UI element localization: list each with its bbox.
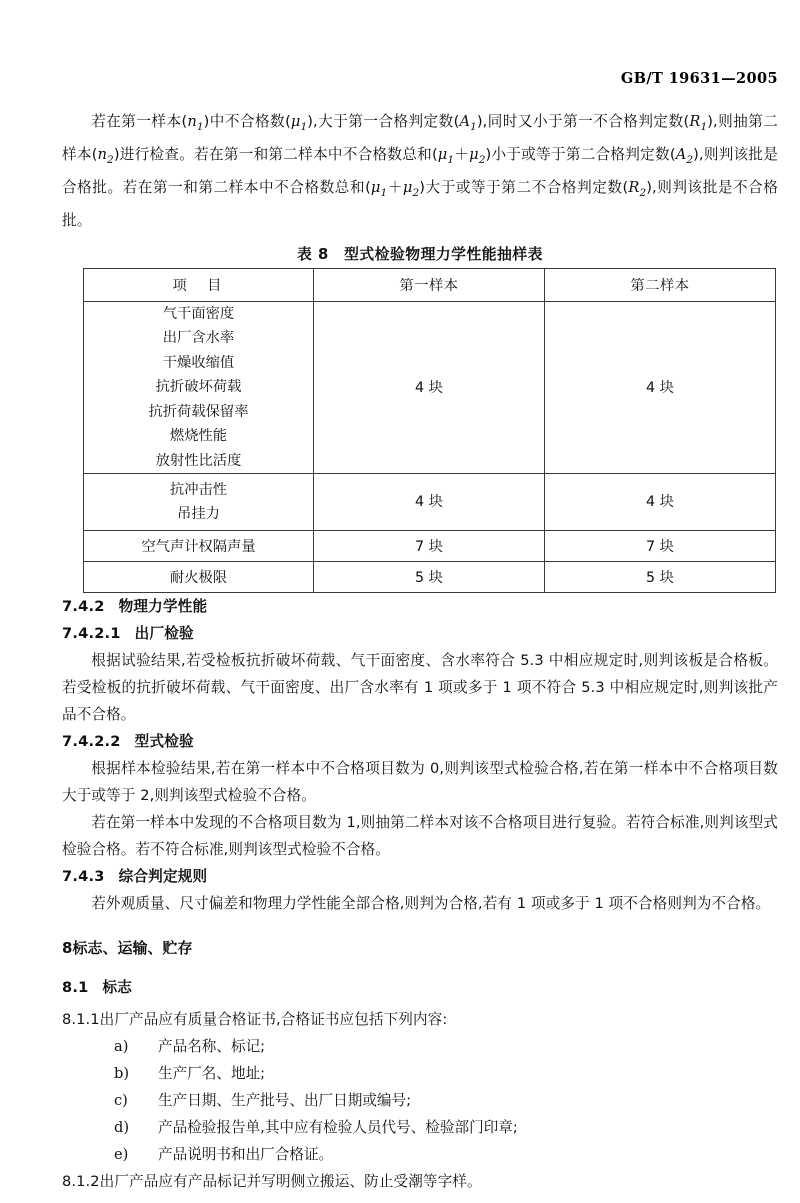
- clause-text: 出厂产品应有产品标记并写明侧立搬运、防止受潮等字样。: [99, 1173, 482, 1191]
- sym-n1: n: [187, 113, 197, 130]
- intro-frag-10: ),则判该批是不合格批。: [62, 178, 779, 229]
- heading-7-4-2-1: [62, 620, 778, 647]
- list-item: [62, 1060, 778, 1087]
- list-text: 生产日期、生产批号、出厂日期或编号;: [158, 1092, 412, 1110]
- sym-A1-sub: 1: [470, 120, 477, 133]
- intro-frag-3: ),大于第一合格判定数(: [307, 113, 460, 130]
- list-marker: e): [114, 1146, 129, 1164]
- table-cell-sample2: 7 块: [545, 531, 776, 562]
- heading-8-1: [62, 974, 778, 1001]
- heading-text: 出厂检验: [134, 625, 194, 643]
- table-header-row: [84, 268, 776, 301]
- running-header: GB/T 19631—2005: [620, 70, 778, 87]
- table-cell-items: [84, 301, 314, 474]
- heading-number: 7.4.3: [62, 868, 105, 886]
- heading-text: 标志、运输、贮存: [72, 939, 193, 958]
- intro-frag-4: ),同时又小于第一不合格判定数(: [476, 113, 690, 130]
- heading-number: 8.1: [62, 979, 89, 997]
- table-row: [84, 531, 776, 562]
- sym-plus-2: ＋: [387, 178, 403, 196]
- sym-mu2: μ: [469, 145, 479, 163]
- item-label: 出厂含水率: [162, 330, 235, 347]
- paragraph-7-4-2-2-b: 若在第一样本中发现的不合格项目数为 1,则抽第二样本对该不合格项目进行复验。若符合标准,则判该型式检验合格。若不符合标准,则判该型式检验不合格。: [62, 814, 778, 859]
- table-caption: 表 8 型式检验物理力学性能抽样表: [297, 245, 543, 263]
- heading-7-4-2-2: [62, 728, 778, 755]
- table-cell-sample2: 4 块: [545, 301, 776, 474]
- intro-frag-7: )小于或等于第二合格判定数(: [485, 145, 676, 163]
- intro-frag-6: )进行检查。若在第一和第二样本中不合格数总和(: [113, 145, 438, 163]
- sym-R2: R: [628, 178, 640, 196]
- table-cell-sample1: 5 块: [314, 562, 545, 593]
- paragraph-7-4-2-2-a: 根据样本检验结果,若在第一样本中不合格项目数为 0,则判该型式检验合格,若在第一样本中不合格项目数大于或等于 2,则判该型式检验不合格。: [62, 760, 778, 805]
- sym-n1-sub: 1: [196, 120, 204, 133]
- heading-number: 8: [62, 939, 73, 958]
- paragraph-8-1-2: [62, 1168, 778, 1195]
- item-label: 燃烧性能: [169, 428, 228, 445]
- table-cell-items: 空气声计权隔声量: [84, 531, 314, 562]
- heading-8: [62, 935, 778, 962]
- page-content: [62, 108, 778, 1195]
- list-text: 产品说明书和出厂合格证。: [158, 1146, 334, 1164]
- clause-number: 8.1.2: [62, 1173, 100, 1191]
- clause-number: 8.1.1: [62, 1011, 100, 1029]
- sym-R2-sub: 2: [639, 186, 647, 199]
- paragraph-7-4-2-1: 根据试验结果,若受检板抗折破坏荷载、气干面密度、含水率符合 5.3 中相应规定时,则判该板是合格板。若受检板的抗折破坏荷载、气干面密度、出厂含水率有 1 项或多于 1 项不符合 5.3 中相应规定时,则判该批产品不合格。: [62, 652, 778, 724]
- paragraph-8-1-1: [62, 1006, 778, 1033]
- table-cell-items: [84, 474, 314, 531]
- table-row: [84, 562, 776, 593]
- table-cell-sample1: 4 块: [314, 301, 545, 474]
- list-item: [62, 1114, 778, 1141]
- sym-A2-sub: 2: [686, 153, 694, 166]
- list-marker: a): [114, 1038, 129, 1056]
- sym-mu1: μ: [290, 113, 301, 130]
- sym-mu1-sub: 1: [300, 120, 308, 133]
- table-cell-items: 耐火极限: [84, 562, 314, 593]
- heading-text: 物理力学性能: [118, 598, 208, 616]
- sym-mu1b: μ: [437, 145, 448, 163]
- heading-number: 7.4.2.1: [62, 625, 121, 643]
- sym-A2: A: [675, 145, 687, 163]
- sym-n2: n: [97, 145, 108, 163]
- table-cell-sample2: 5 块: [545, 562, 776, 593]
- list-marker: d): [114, 1119, 130, 1137]
- clause-text: 出厂产品应有质量合格证书,合格证书应包括下列内容:: [99, 1011, 448, 1029]
- item-label: 放射性比活度: [155, 452, 242, 469]
- paragraph-7-4-3: 若外观质量、尺寸偏差和物理力学性能全部合格,则判为合格,若有 1 项或多于 1 项不合格则判为不合格。: [91, 895, 771, 913]
- heading-text: 型式检验: [134, 733, 194, 751]
- sampling-table: [83, 268, 776, 594]
- list-text: 产品检验报告单,其中应有检验人员代号、检验部门印章;: [158, 1119, 518, 1137]
- sym-A1: A: [459, 113, 471, 130]
- sym-mu2b-sub: 2: [412, 186, 420, 199]
- list-text: 产品名称、标记;: [158, 1038, 266, 1056]
- table-cell-sample1: 4 块: [314, 474, 545, 531]
- item-label: 抗折荷载保留率: [148, 403, 249, 420]
- heading-number: 7.4.2: [62, 598, 105, 616]
- sym-mu1c-sub: 1: [380, 186, 388, 199]
- table-cell-sample1: 7 块: [314, 531, 545, 562]
- sym-R1: R: [689, 113, 701, 130]
- sym-mu1b-sub: 1: [447, 153, 455, 166]
- list-item: [62, 1087, 778, 1114]
- list-marker: b): [114, 1065, 130, 1083]
- intro-frag-9: )大于或等于第二不合格判定数(: [419, 178, 629, 196]
- sym-mu1c: μ: [370, 178, 381, 196]
- heading-text: 综合判定规则: [118, 868, 208, 886]
- table-header-sample1: 第一样本: [314, 268, 545, 301]
- table-row: [84, 474, 776, 531]
- sym-mu2-sub: 2: [478, 153, 486, 166]
- list-item: [62, 1033, 778, 1060]
- sym-R1-sub: 1: [700, 120, 708, 133]
- list-text: 生产厂名、地址;: [158, 1065, 266, 1083]
- intro-frag-8: ),则判该批是合格批。若在第一和第二样本中不合格数总和(: [62, 145, 778, 196]
- list-marker: c): [114, 1092, 128, 1110]
- intro-frag-2: )中不合格数(: [203, 113, 291, 130]
- certificate-content-list: [62, 1033, 778, 1168]
- item-label: 气干面密度: [162, 305, 235, 322]
- item-label: 抗冲击性: [169, 481, 228, 498]
- table-cell-sample2: 4 块: [545, 474, 776, 531]
- intro-paragraph: [62, 108, 778, 234]
- sym-mu2b: μ: [402, 178, 413, 196]
- heading-7-4-3: [62, 863, 778, 890]
- item-label: 吊挂力: [177, 506, 220, 523]
- list-item: [62, 1141, 778, 1168]
- sym-plus-1: ＋: [454, 145, 470, 163]
- item-label: 抗折破坏荷载: [155, 379, 242, 396]
- intro-frag-1: 若在第一样本(: [91, 113, 188, 130]
- table-header-item: 项 目: [84, 268, 314, 301]
- table-row: [84, 301, 776, 474]
- heading-7-4-2: [62, 593, 778, 620]
- table-header-sample2: 第二样本: [545, 268, 776, 301]
- intro-frag-5: ),则抽第二样本(: [62, 113, 778, 163]
- heading-text: 标志: [102, 979, 133, 997]
- heading-number: 7.4.2.2: [62, 733, 121, 751]
- item-label: 干燥收缩值: [162, 354, 235, 371]
- sym-n2-sub: 2: [107, 153, 114, 166]
